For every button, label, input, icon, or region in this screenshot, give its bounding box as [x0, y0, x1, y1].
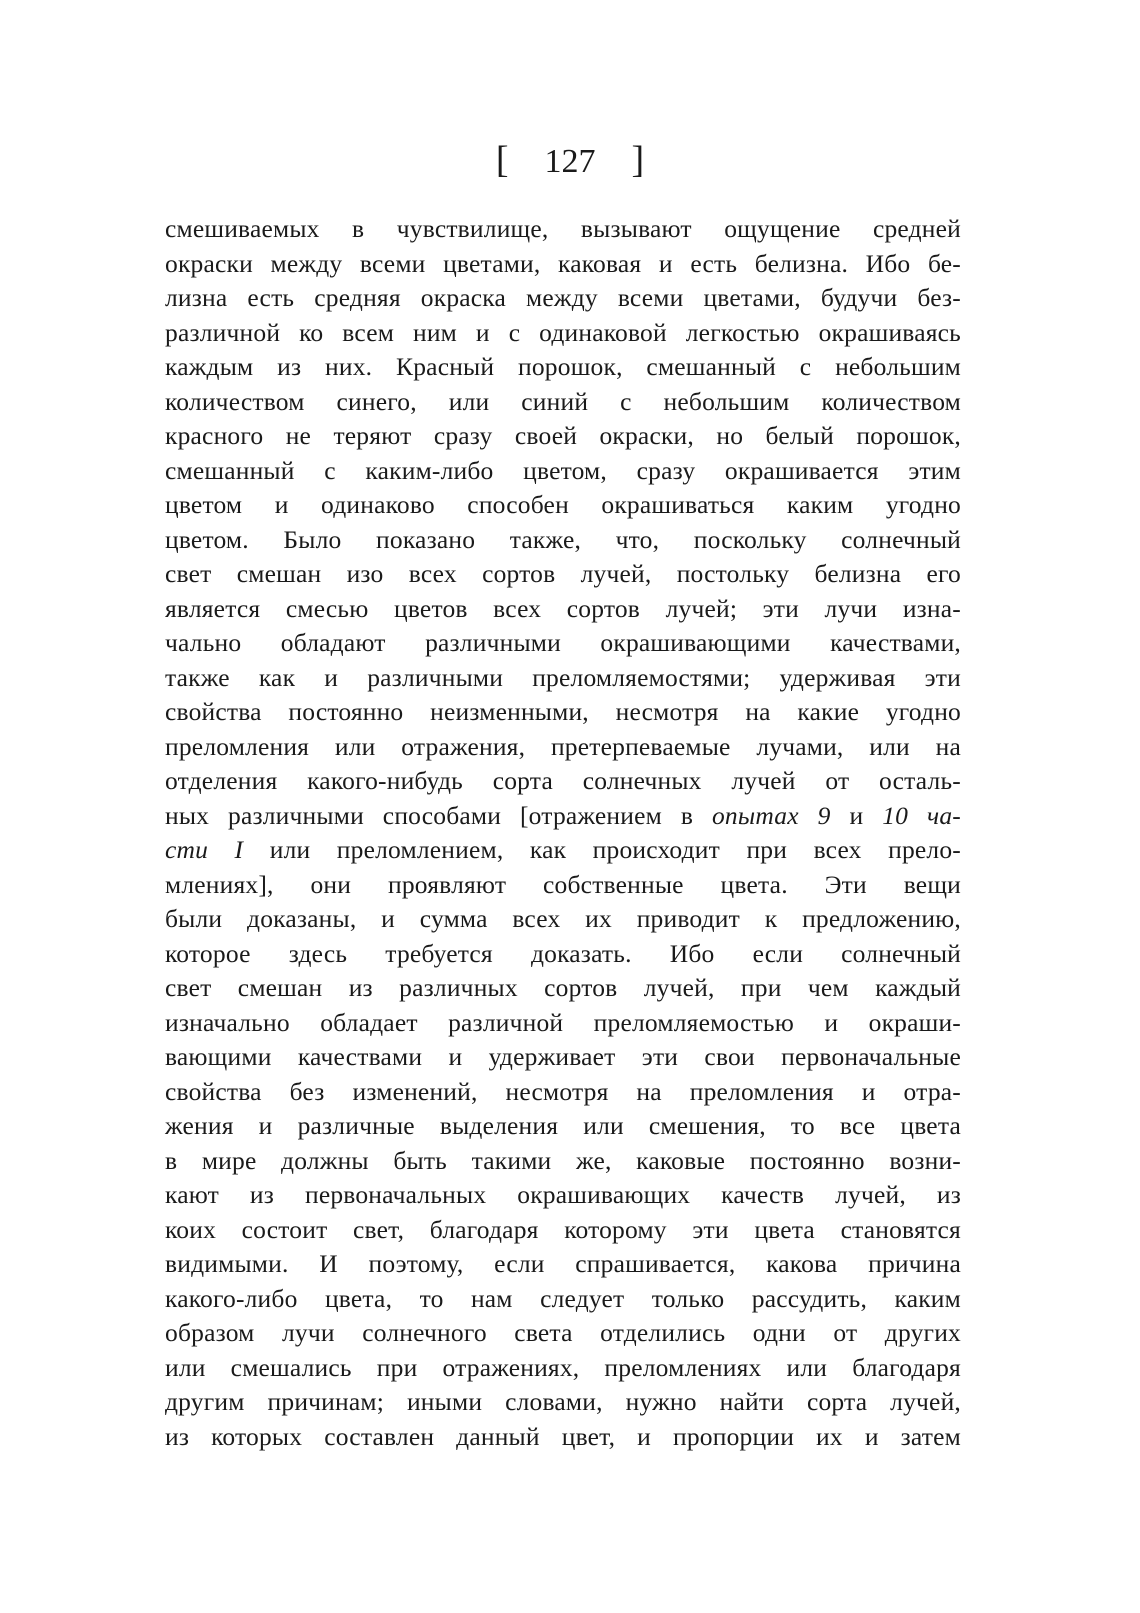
text-run: и [830, 800, 883, 830]
text-line: коих состоит свет, благодаря которому эти цвета становятся [165, 1214, 961, 1244]
text-line: также как и различными преломляемостями; удерживая эти [165, 662, 961, 692]
text-line: является смесью цветов всех сортов лучей; эти лучи изна- [165, 593, 961, 623]
text-line: свойства постоянно неизменными, несмотря на какие угодно [165, 697, 961, 726]
italic-reference: 10 ча- [882, 800, 961, 830]
text-line: отделения какого-нибудь сорта солнечных лучей от осталь- [165, 766, 961, 795]
italic-reference: опытах 9 [711, 800, 831, 830]
bracket-close: ] [631, 139, 645, 181]
text-run: ных различными способами [отражением в [165, 800, 712, 830]
body-text [165, 212, 961, 1454]
text-line: свет смешан изо всех сортов лучей, постольку белизна его [165, 559, 961, 588]
italic-reference: сти I [165, 835, 244, 864]
text-line: красного не теряют сразу своей окраски, но белый порошок, [165, 421, 961, 450]
text-line: различной ко всем ним и с одинаковой легкостью окрашиваясь [165, 317, 961, 347]
page-number-header [0, 140, 1140, 182]
text-line: изначально обладает различной преломляемостью и окраши- [165, 1007, 961, 1037]
text-line: кают из первоначальных окрашивающих качеств лучей, из [165, 1180, 961, 1209]
text-line: из которых составлен данный цвет, и пропорции их и затем [165, 1421, 961, 1451]
text-line: смешанный с каким-либо цветом, сразу окрашивается этим [165, 455, 961, 485]
text-line: смешиваемых в чувствилище, вызывают ощущение средней [165, 214, 961, 243]
text-line: которое здесь требуется доказать. Ибо если солнечный [165, 938, 961, 968]
text-line: преломления или отражения, претерпеваемые лучами, или на [165, 731, 961, 761]
bracket-open: [ [495, 139, 509, 181]
text-line: цветом. Было показано также, что, поскольку солнечный [165, 524, 961, 554]
page-number: 127 [544, 143, 596, 180]
text-line: жения и различные выделения или смешения, то все цвета [165, 1111, 961, 1140]
text-line: свойства без изменений, несмотря на преломления и отра- [165, 1076, 961, 1106]
text-line: окраски между всеми цветами, каковая и есть белизна. Ибо бе- [165, 248, 961, 278]
text-line: другим причинам; иными словами, нужно найти сорта лучей, [165, 1387, 961, 1416]
text-line: какого-либо цвета, то нам следует только рассудить, каким [165, 1283, 961, 1313]
text-line: в мире должны быть такими же, каковые постоянно возни- [165, 1145, 961, 1175]
text-line-mixed [165, 799, 961, 834]
text-line: количеством синего, или синий с небольшим количеством [165, 386, 961, 416]
text-line: каждым из них. Красный порошок, смешанный с небольшим [165, 352, 961, 381]
text-line-mixed [165, 833, 961, 868]
text-line: свет смешан из различных сортов лучей, при чем каждый [165, 973, 961, 1002]
text-line: чально обладают различными окрашивающими качествами, [165, 628, 961, 657]
text-line: образом лучи солнечного света отделились одни от других [165, 1318, 961, 1347]
text-line: были доказаны, и сумма всех их приводит к предложению, [165, 904, 961, 933]
text-line: цветом и одинаково способен окрашиваться каким угодно [165, 490, 961, 519]
text-line: вающими качествами и удерживает эти свои первоначальные [165, 1042, 961, 1071]
text-run: или преломлением, как происходит при всех прело- [243, 835, 961, 864]
text-line: видимыми. И поэтому, если спрашивается, какова причина [165, 1249, 961, 1278]
text-line: млениях], они проявляют собственные цвета. Эти вещи [165, 869, 961, 899]
text-line: лизна есть средняя окраска между всеми цветами, будучи без- [165, 283, 961, 312]
text-line: или смешались при отражениях, преломлениях или благодаря [165, 1352, 961, 1382]
